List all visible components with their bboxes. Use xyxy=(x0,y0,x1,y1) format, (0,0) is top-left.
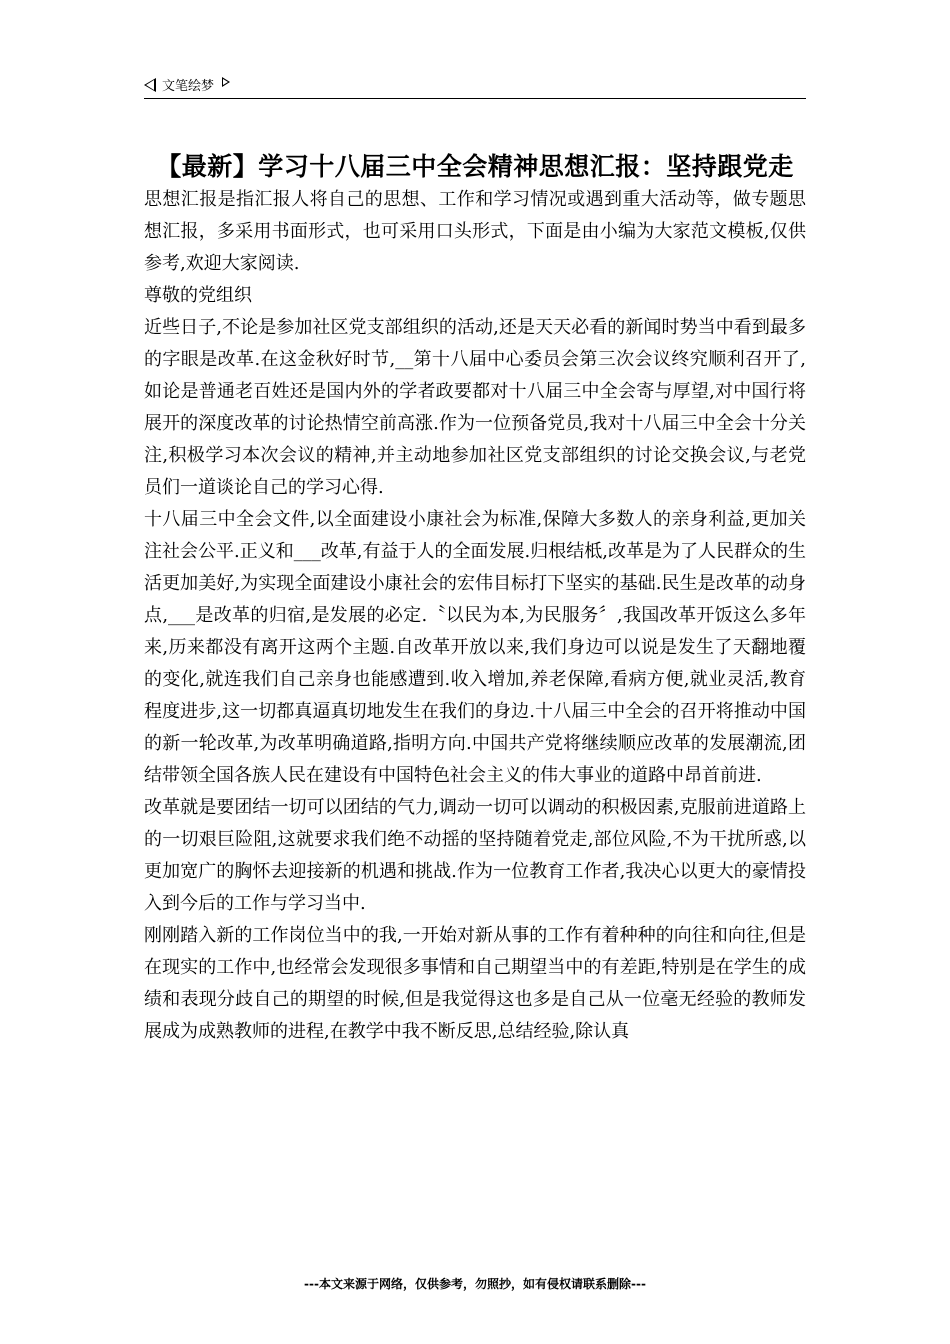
paragraph-intro: 思想汇报是指汇报人将自己的思想、工作和学习情况或遇到重大活动等，做专题思想汇报，多采用书面形式，也可采用口头形式，下面是由小编为大家范文模板,仅供参考,欢迎大家阅读. xyxy=(144,189,806,274)
paragraph: 刚刚踏入新的工作岗位当中的我,一开始对新从事的工作有着种种的向往和向往,但是在现实的工作中,也经常会发现很多事情和自己期望当中的有差距,特别是在学生的成绩和表现分歧自己的期望的时候,但是我觉得这也多是自己从一位毫无经验的教师发展成为成熟教师的进程,在教学中我不断反思,总结经验,除认真 xyxy=(144,925,806,1042)
paragraph-salutation: 尊敬的党组织 xyxy=(144,285,252,306)
document-title: 【最新】学习十八届三中全会精神思想汇报：坚持跟党走 xyxy=(156,152,794,181)
paragraph: 改革就是要团结一切可以团结的气力,调动一切可以调动的积极因素,克服前进道路上的一切艰巨险阻,这就要求我们绝不动摇的坚持随着党走,部位风险,不为干扰所惑,以更加宽广的胸怀去迎接新的机遇和挑战.作为一位教育工作者,我决心以更大的豪情投入到今后的工作与学习当中. xyxy=(144,797,806,914)
brand xyxy=(144,75,230,94)
brand-name: 文笔绘梦 xyxy=(162,79,215,94)
document-body xyxy=(144,184,806,1048)
paragraph: 近些日子,不论是参加社区党支部组织的活动,还是天天必看的新闻时势当中看到最多的字眼是改革.在这金秋好时节,__第十八届中心委员会第三次会议终究顺利召开了,如论是普通老百姓还是国内外的学者政要都对十八届三中全会寄与厚望,对中国行将展开的深度改革的讨论热情空前高涨.作为一位预备党员,我对十八届三中全会十分关注,积极学习本次会议的精神,并主动地参加社区党支部组织的讨论交换会议,与老党员们一道谈论自己的学习心得. xyxy=(144,317,806,498)
page-footer: ---本文来源于网络，仅供参考，勿照抄，如有侵权请联系删除--- xyxy=(304,1277,646,1291)
paragraph: 十八届三中全会文件,以全面建设小康社会为标准,保障大多数人的亲身利益,更加关注社会公平.正义和___改革,有益于人的全面发展.归根结柢,改革是为了人民群众的生活更加美好,为实现全面建设小康社会的宏伟目标打下坚实的基础.民生是改革的动身点,___是改革的归宿,是发展的必定.〝以民为本,为民服务〞,我国改革开饭这么多年来,历来都没有离开这两个主题.自改革开放以来,我们身边可以说是发生了天翻地覆的变化,就连我们自己亲身也能感遭到.收入增加,养老保障,看病方便,就业灵活,教育程度进步,这一切都真逼真切地发生在我们的身边.十八届三中全会的召开将推动中国的新一轮改革,为改革明确道路,指明方向.中国共产党将继续顺应改革的发展潮流,团结带领全国各族人民在建设有中国特色社会主义的伟大事业的道路中昂首前进. xyxy=(144,509,806,786)
triangle-right-icon xyxy=(222,77,230,87)
page-header xyxy=(144,70,806,99)
triangle-left-icon xyxy=(144,78,156,92)
